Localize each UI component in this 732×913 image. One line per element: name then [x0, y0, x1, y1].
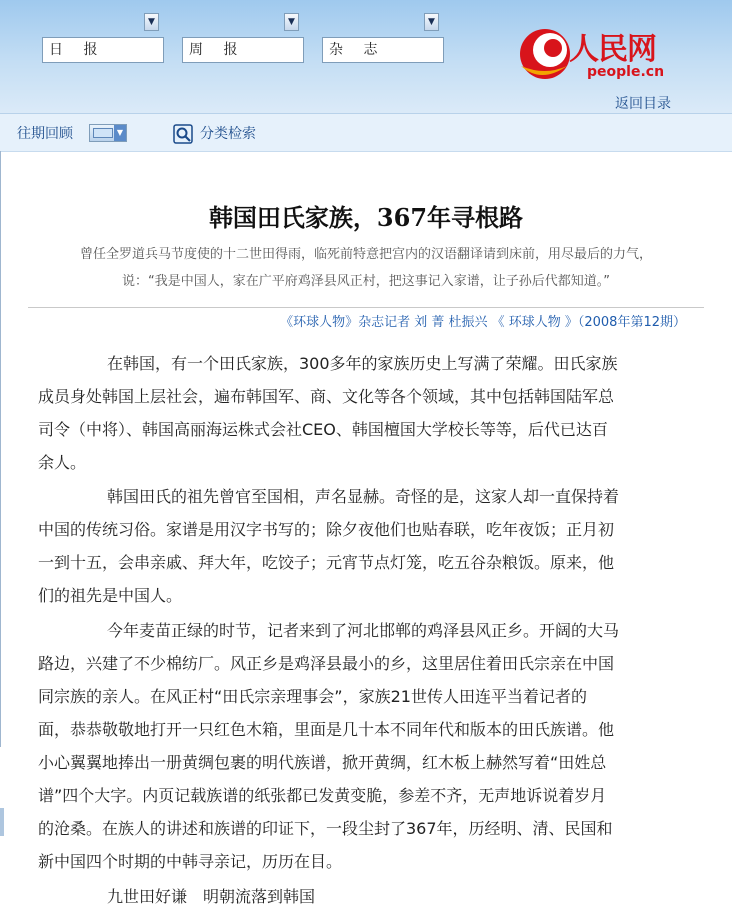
chevron-down-icon[interactable]: ▼ — [424, 13, 439, 31]
logo-chinese-text: 人民网 — [569, 32, 656, 67]
back-to-index-link[interactable]: 返回目录 — [615, 96, 671, 112]
body-line: 在韩国，有一个田氏家族，300多年的家族历史上写满了荣耀。田氏家族 — [107, 354, 618, 373]
people-cn-logo[interactable] — [515, 20, 685, 88]
calendar-picker-icon — [93, 128, 113, 138]
body-line: 路边，兴建了不少棉纺厂。风正乡是鸡泽县最小的乡，这里居住着田氏宗亲在中国 — [38, 654, 615, 673]
article-title: 韩国田氏家族，367年寻根路 — [208, 203, 524, 232]
chevron-down-icon[interactable]: ▼ — [114, 125, 126, 141]
body-line: 同宗族的亲人。在风正村“田氏宗亲理事会”，家族21世传人田连平当着记者的 — [38, 687, 587, 706]
body-line: 新中国四个时期的中韩寻亲记，历历在目。 — [38, 852, 343, 871]
body-line: 中国的传统习俗。家谱是用汉字书写的；除夕夜他们也贴春联，吃年夜饭；正月初 — [38, 520, 615, 539]
logo-swirl-icon — [515, 22, 577, 84]
header-banner — [0, 0, 732, 113]
left-scroll-marker — [0, 808, 4, 836]
magazine-field[interactable]: 杂 志 — [322, 37, 444, 63]
body-line: 司令（中将）、韩国高丽海运株式会社CEO、韩国檀国大学校长等等，后代已达百 — [38, 420, 608, 439]
body-line: 面，恭恭敬敬地打开一只红色木箱，里面是几十本不同年代和版本的田氏族谱。他 — [38, 720, 615, 739]
chevron-down-icon[interactable]: ▼ — [144, 13, 159, 31]
daily-selector[interactable] — [42, 13, 164, 65]
body-line: 一到十五，会串亲戚、拜大年，吃饺子；元宵节点灯笼，吃五谷杂粮饭。原来，他 — [38, 553, 615, 572]
magazine-selector[interactable] — [322, 13, 444, 65]
logo-english-text: people.cn — [587, 64, 665, 80]
body-line: 谱”四个大字。内页记载族谱的纸张都已发黄变脆，参差不齐，无声地诉说着岁月 — [38, 786, 607, 805]
daily-field[interactable]: 日 报 — [42, 37, 164, 63]
weekly-selector[interactable] — [182, 13, 304, 65]
article-source: 《环球人物》杂志记者 刘 菁 杜振兴 《 环球人物 》（2008年第12期） — [280, 315, 686, 330]
body-line: 的沧桑。在族人的讲述和族谱的印证下，一段尘封了367年，历经明、清、民国和 — [38, 819, 613, 838]
archive-label: 往期回顾 — [17, 126, 73, 142]
body-line: 九世田好谦 明朝流落到韩国 — [107, 887, 316, 906]
archive-date-picker[interactable] — [89, 124, 127, 142]
summary-line-1: 曾任全罗道兵马节度使的十二世田得雨，临死前特意把宫内的汉语翻译请到床前，用尽最后的力气， — [79, 247, 652, 262]
body-line: 韩国田氏的祖先曾官至国相，声名显赫。奇怪的是，这家人却一直保持着 — [107, 487, 620, 506]
body-line: 余人。 — [38, 453, 87, 472]
divider — [28, 307, 704, 308]
body-line: 们的祖先是中国人。 — [38, 586, 183, 605]
summary-line-2: 说：“我是中国人，家在广平府鸡泽县风正村，把这事记入家谱，让子孙后代都知道。” — [122, 274, 610, 289]
chevron-down-icon[interactable]: ▼ — [284, 13, 299, 31]
body-line: 小心翼翼地捧出一册黄绸包裹的明代族谱，掀开黄绸，红木板上赫然写着“田姓总 — [38, 753, 607, 772]
magnifier-icon[interactable] — [173, 124, 193, 144]
left-border — [0, 151, 1, 747]
category-search-link[interactable]: 分类检索 — [200, 126, 256, 142]
weekly-field[interactable]: 周 报 — [182, 37, 304, 63]
body-line: 今年麦苗正绿的时节，记者来到了河北邯郸的鸡泽县风正乡。开阔的大马 — [107, 621, 620, 640]
toolbar — [0, 113, 732, 152]
body-line: 成员身处韩国上层社会，遍布韩国军、商、文化等各个领域，其中包括韩国陆军总 — [38, 387, 615, 406]
